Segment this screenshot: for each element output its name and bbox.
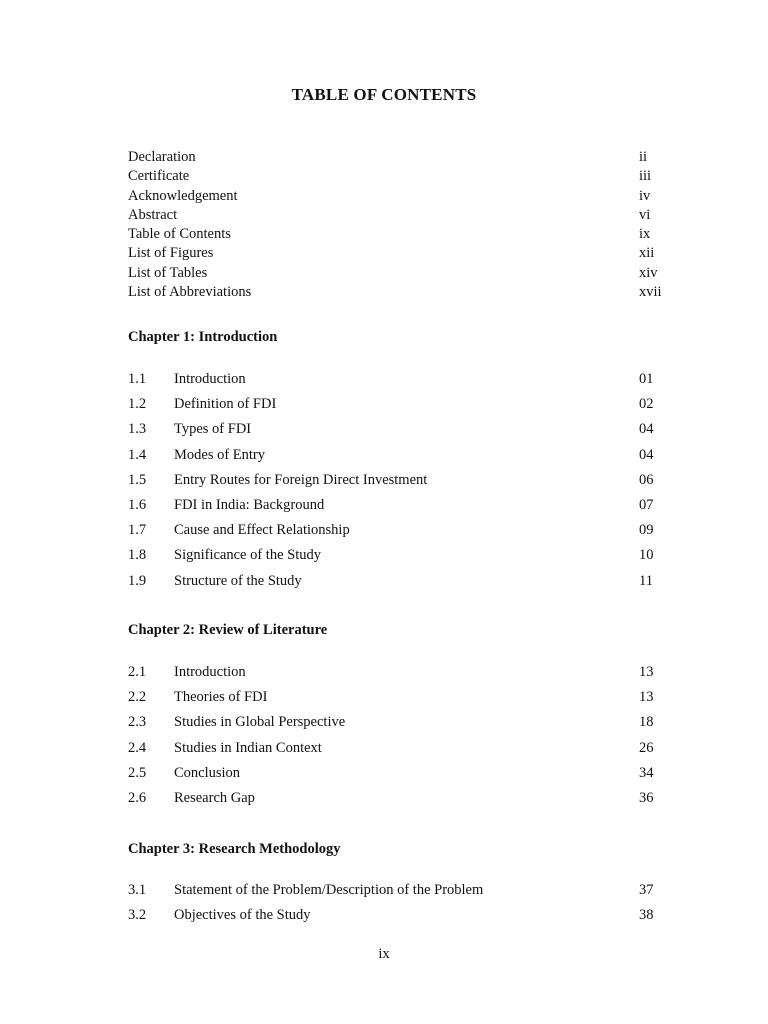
section-number: 1.6	[128, 496, 147, 513]
front-matter-page: xvii	[639, 284, 662, 301]
front-matter-label: List of Tables	[128, 264, 208, 281]
front-matter-page: ii	[639, 149, 648, 165]
toc-row	[128, 713, 688, 738]
section-number: 1.4	[128, 446, 147, 463]
section-page: 04	[639, 446, 654, 463]
section-title: Significance of the Study	[174, 547, 321, 564]
front-matter-page: xii	[639, 245, 655, 262]
front-matter-page: ix	[639, 226, 651, 243]
section-page: 38	[639, 907, 654, 924]
chapter-1-heading: Chapter 1: Introduction	[128, 329, 278, 345]
chapter-3-sections	[128, 881, 688, 931]
section-number: 1.8	[128, 547, 147, 564]
front-matter-page: vi	[639, 206, 651, 223]
section-number: 2.6	[128, 789, 147, 806]
toc-row	[128, 521, 688, 546]
section-page: 01	[639, 371, 654, 387]
section-number: 3.1	[128, 882, 147, 898]
section-title: Definition of FDI	[174, 396, 277, 413]
section-page: 26	[639, 739, 654, 756]
section-number: 1.9	[128, 572, 147, 589]
chapter-1-sections	[128, 370, 688, 597]
front-matter-page: iv	[639, 187, 651, 204]
section-title: Introduction	[174, 664, 246, 680]
toc-row	[128, 471, 688, 496]
front-matter-item	[128, 244, 688, 263]
toc-row	[128, 446, 688, 471]
front-matter-label: List of Figures	[128, 245, 214, 262]
section-title: Research Gap	[174, 789, 255, 806]
section-page: 09	[639, 522, 654, 539]
section-page: 18	[639, 714, 654, 731]
section-page: 11	[639, 572, 653, 589]
section-title: Introduction	[174, 371, 246, 387]
section-page: 36	[639, 789, 654, 806]
front-matter-label: Acknowledgement	[128, 187, 238, 204]
toc-row	[128, 395, 688, 420]
toc-row	[128, 370, 688, 395]
section-page: 13	[639, 689, 654, 706]
page-title: TABLE OF CONTENTS	[291, 85, 477, 104]
section-page: 04	[639, 421, 654, 438]
section-number: 2.2	[128, 689, 147, 706]
section-number: 2.3	[128, 714, 147, 731]
front-matter-label: Declaration	[128, 149, 196, 165]
front-matter-item	[128, 187, 688, 206]
front-matter-page: xiv	[639, 264, 658, 281]
toc-row	[128, 663, 688, 688]
page-number: ix	[378, 946, 390, 962]
section-title: Statement of the Problem/Description of the Problem	[174, 882, 484, 898]
section-page: 02	[639, 396, 654, 413]
section-title: Studies in Indian Context	[174, 739, 322, 756]
front-matter-item	[128, 167, 688, 186]
section-title: Theories of FDI	[174, 689, 268, 706]
section-title: Entry Routes for Foreign Direct Investment	[174, 471, 428, 488]
section-title: FDI in India: Background	[174, 496, 325, 513]
section-page: 06	[639, 471, 654, 488]
front-matter-label: Abstract	[128, 206, 178, 223]
front-matter-label: List of Abbreviations	[128, 284, 252, 301]
chapter-3-heading: Chapter 3: Research Methodology	[128, 841, 341, 857]
chapter-2-sections	[128, 663, 688, 814]
front-matter-item	[128, 283, 688, 302]
section-number: 3.2	[128, 907, 147, 924]
section-number: 1.5	[128, 471, 147, 488]
section-title: Types of FDI	[174, 421, 252, 438]
front-matter-label: Certificate	[128, 168, 190, 185]
section-number: 2.1	[128, 664, 147, 680]
toc-row	[128, 688, 688, 713]
front-matter-page: iii	[639, 168, 652, 185]
section-title: Cause and Effect Relationship	[174, 522, 350, 539]
front-matter-label: Table of Contents	[128, 226, 231, 243]
toc-row	[128, 881, 688, 906]
section-number: 2.4	[128, 739, 147, 756]
section-title: Objectives of the Study	[174, 907, 311, 924]
section-page: 13	[639, 664, 654, 680]
front-matter-item	[128, 148, 688, 167]
toc-row	[128, 764, 688, 789]
section-page: 07	[639, 496, 654, 513]
section-number: 1.7	[128, 522, 147, 539]
section-title: Structure of the Study	[174, 572, 302, 589]
front-matter-item	[128, 264, 688, 283]
section-page: 34	[639, 764, 654, 781]
toc-row	[128, 572, 688, 597]
toc-row	[128, 789, 688, 814]
toc-row	[128, 496, 688, 521]
section-number: 1.3	[128, 421, 147, 438]
section-title: Modes of Entry	[174, 446, 266, 463]
section-number: 1.1	[128, 371, 147, 387]
section-title: Studies in Global Perspective	[174, 714, 346, 731]
front-matter-item	[128, 225, 688, 244]
toc-row	[128, 906, 688, 931]
toc-row	[128, 420, 688, 445]
section-number: 2.5	[128, 764, 147, 781]
section-page: 10	[639, 547, 654, 564]
section-title: Conclusion	[174, 764, 241, 781]
chapter-2-heading: Chapter 2: Review of Literature	[128, 622, 328, 638]
toc-row	[128, 739, 688, 764]
section-page: 37	[639, 882, 654, 898]
toc-row	[128, 546, 688, 571]
section-number: 1.2	[128, 396, 147, 413]
front-matter-item	[128, 206, 688, 225]
front-matter-list	[128, 148, 688, 302]
